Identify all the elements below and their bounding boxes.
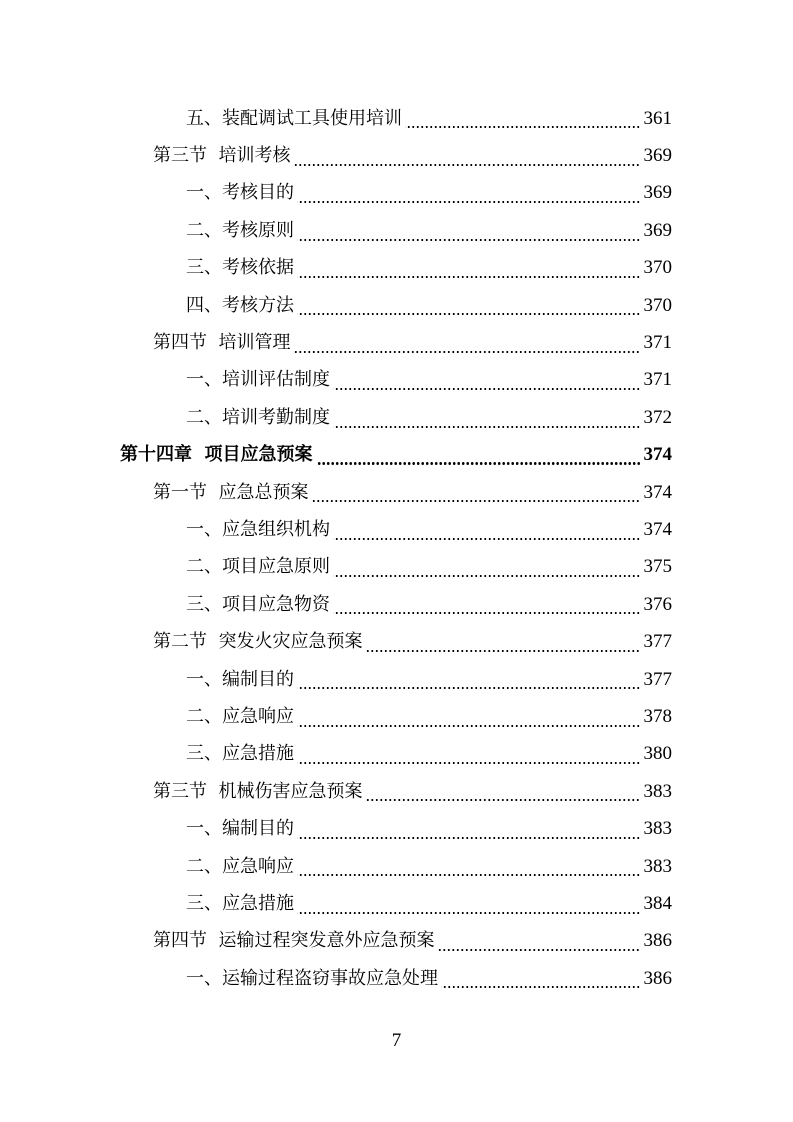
toc-entry-page-number: 377: [643, 668, 672, 690]
dot-leader: [297, 313, 641, 315]
dot-leader: [405, 126, 641, 128]
dot-leader: [333, 612, 641, 614]
toc-entry-title: 二、应急响应: [186, 855, 294, 877]
toc-section-entry[interactable]: [0, 773, 793, 810]
toc-section-entry[interactable]: [0, 923, 793, 960]
dot-leader: [365, 799, 640, 801]
toc-subsection-entry[interactable]: [0, 810, 793, 847]
toc-subsection-entry[interactable]: [0, 287, 793, 324]
table-of-contents: [0, 100, 793, 997]
toc-entry-page-number: 378: [643, 705, 672, 727]
toc-subsection-entry[interactable]: [0, 661, 793, 698]
toc-section-entry[interactable]: [0, 324, 793, 361]
toc-entry-title: 四、考核方法: [186, 294, 294, 316]
toc-entry-page-number: 377: [643, 631, 672, 653]
dot-leader: [297, 874, 641, 876]
dot-leader: [297, 276, 641, 278]
toc-entry-page-number: 386: [643, 967, 672, 989]
toc-subsection-entry[interactable]: [0, 549, 793, 586]
toc-section-entry[interactable]: [0, 623, 793, 660]
dot-leader: [441, 986, 641, 988]
toc-entry-title: 第一节 应急总预案: [153, 481, 309, 503]
dot-leader: [293, 164, 640, 166]
dot-leader: [297, 239, 641, 241]
toc-entry-title: 一、应急组织机构: [186, 518, 330, 540]
toc-entry-page-number: 374: [643, 444, 672, 466]
toc-entry-page-number: 374: [643, 518, 672, 540]
dot-leader: [365, 650, 640, 652]
toc-entry-page-number: 375: [643, 556, 672, 578]
toc-subsection-entry[interactable]: [0, 362, 793, 399]
toc-subsection-entry[interactable]: [0, 848, 793, 885]
toc-entry-title: 一、考核目的: [186, 182, 294, 204]
dot-leader: [297, 837, 641, 839]
dot-leader: [333, 575, 641, 577]
toc-subsection-entry[interactable]: [0, 399, 793, 436]
toc-subsection-entry[interactable]: [0, 698, 793, 735]
toc-entry-title: 五、装配调试工具使用培训: [186, 107, 402, 129]
dot-leader: [297, 201, 641, 203]
dot-leader: [333, 426, 641, 428]
toc-entry-title: 一、编制目的: [186, 668, 294, 690]
toc-subsection-entry[interactable]: [0, 100, 793, 137]
dot-leader: [297, 725, 641, 727]
toc-subsection-entry[interactable]: [0, 511, 793, 548]
toc-entry-page-number: 383: [643, 818, 672, 840]
toc-entry-page-number: 376: [643, 593, 672, 615]
dot-leader: [297, 687, 641, 689]
toc-subsection-entry[interactable]: [0, 885, 793, 922]
toc-entry-title: 二、应急响应: [186, 705, 294, 727]
dot-leader: [297, 762, 641, 764]
toc-entry-title: 第四节 培训管理: [153, 332, 291, 354]
toc-entry-page-number: 361: [643, 107, 672, 129]
toc-entry-page-number: 370: [643, 257, 672, 279]
toc-entry-title: 三、考核依据: [186, 257, 294, 279]
dot-leader: [293, 351, 640, 353]
toc-entry-title: 一、编制目的: [186, 818, 294, 840]
toc-subsection-entry[interactable]: [0, 736, 793, 773]
toc-entry-title: 第四节 运输过程突发意外应急预案: [153, 930, 435, 952]
toc-entry-page-number: 372: [643, 406, 672, 428]
toc-entry-title: 二、考核原则: [186, 219, 294, 241]
dot-leader: [297, 912, 641, 914]
toc-entry-page-number: 369: [643, 182, 672, 204]
toc-chapter-entry[interactable]: [0, 437, 793, 474]
toc-entry-title: 三、项目应急物资: [186, 593, 330, 615]
toc-entry-title: 三、应急措施: [186, 892, 294, 914]
toc-subsection-entry[interactable]: [0, 175, 793, 212]
toc-entry-page-number: 386: [643, 930, 672, 952]
toc-subsection-entry[interactable]: [0, 586, 793, 623]
toc-entry-page-number: 383: [643, 855, 672, 877]
toc-entry-page-number: 369: [643, 219, 672, 241]
toc-subsection-entry[interactable]: [0, 212, 793, 249]
dot-leader: [333, 538, 641, 540]
dot-leader: [333, 388, 641, 390]
toc-entry-title: 第二节 突发火灾应急预案: [153, 631, 363, 653]
toc-entry-title: 三、应急措施: [186, 743, 294, 765]
toc-entry-page-number: 380: [643, 743, 672, 765]
toc-entry-page-number: 369: [643, 145, 672, 167]
toc-entry-page-number: 371: [643, 369, 672, 391]
toc-entry-title: 二、项目应急原则: [186, 556, 330, 578]
toc-entry-title: 一、运输过程盗窃事故应急处理: [186, 967, 438, 989]
toc-entry-title: 第十四章 项目应急预案: [120, 444, 313, 466]
toc-section-entry[interactable]: [0, 474, 793, 511]
toc-entry-page-number: 374: [643, 481, 672, 503]
toc-entry-title: 一、培训评估制度: [186, 369, 330, 391]
toc-entry-page-number: 384: [643, 892, 672, 914]
toc-subsection-entry[interactable]: [0, 960, 793, 997]
page-number: 7: [391, 1030, 402, 1051]
dot-leader: [437, 949, 640, 951]
dot-leader: [311, 500, 640, 502]
toc-entry-title: 第三节 培训考核: [153, 145, 291, 167]
dot-leader: [316, 462, 641, 465]
toc-section-entry[interactable]: [0, 137, 793, 174]
toc-entry-page-number: 371: [643, 332, 672, 354]
toc-entry-title: 二、培训考勤制度: [186, 406, 330, 428]
toc-entry-title: 第三节 机械伤害应急预案: [153, 780, 363, 802]
toc-entry-page-number: 383: [643, 780, 672, 802]
toc-subsection-entry[interactable]: [0, 250, 793, 287]
toc-entry-page-number: 370: [643, 294, 672, 316]
